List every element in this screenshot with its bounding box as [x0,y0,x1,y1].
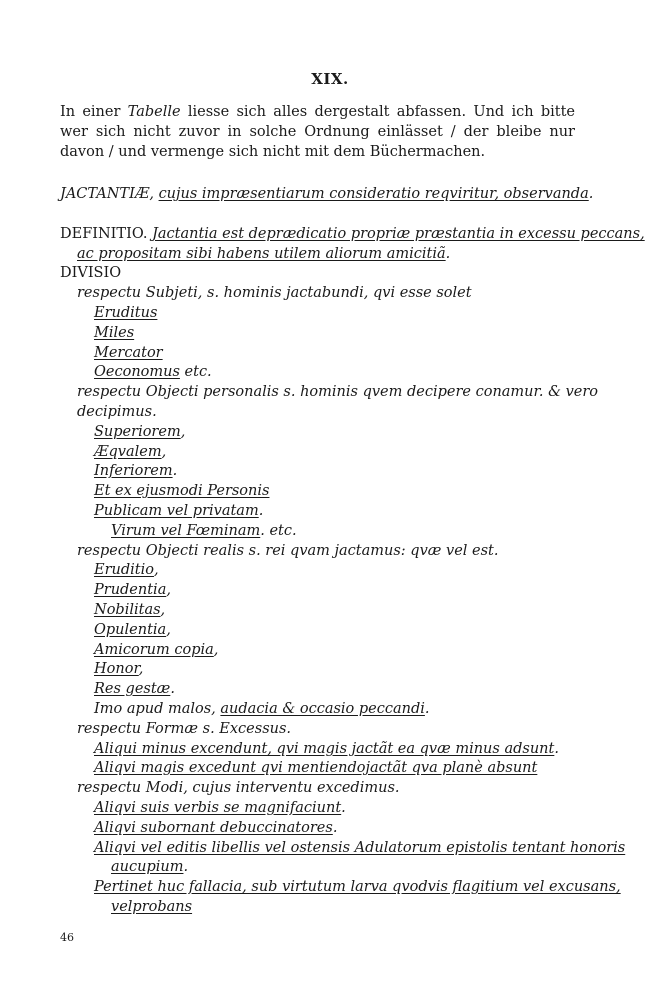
outline-line [94,501,263,521]
underlined-term: Aliqui minus excendunt, qvi magis jactãt ea qvæ minus adsunt [94,741,555,757]
intro-italic-word: Tabelle [127,104,181,120]
outline-line [60,224,645,244]
underlined-term: Et ex ejusmodi Personis [94,483,270,499]
underlined-term: Prudentia [94,582,167,598]
line-text: . [172,463,178,479]
outline-line [111,857,188,877]
underlined-term: Aliqvi subornant debuccinatores [94,820,333,836]
outline-line [94,461,177,481]
outline-line [94,798,346,818]
outline-line [94,739,559,759]
underlined-term: Superiorem [94,424,181,440]
outline-line [111,897,192,917]
line-text: . [554,741,559,757]
outline-line [77,283,472,303]
outline-line [77,382,598,402]
outline-line [94,343,163,363]
outline-line [77,719,291,739]
line-text: , [180,424,186,440]
outline-line [94,679,175,699]
line-text: . [445,246,451,262]
intro-paragraph [60,102,575,162]
underlined-term: Oeconomus [94,364,180,380]
underlined-term: Virum vel Fœminam [111,523,261,539]
line-text: respectu Subjeti, s. hominis jactabundi, qvi esse solet [77,285,472,301]
intro-text-after: liesse sich alles dergestalt abfassen. Und ich bitte wer sich nicht zuvor in solche Ordnung einlässet / der bleibe nur davon / und vermenge sich nicht mit dem Büchermachen. [60,104,575,160]
outline-line [77,541,498,561]
line-text: , [160,602,166,618]
outline-line [94,422,185,442]
underlined-term: Mercator [94,345,163,361]
underlined-term: Inferiorem [94,463,173,479]
outline-line [94,818,337,838]
underlined-term: Opulentia [94,622,167,638]
line-text: respectu Objecti realis s. rei qvam jactamus: qvæ vel est. [77,543,499,559]
underlined-term: Æqvalem [94,444,162,460]
line-text: Imo apud malos, [94,701,221,717]
outline-line [77,778,400,798]
outline-line [60,184,593,204]
outline-line [60,263,121,283]
underlined-term: Publicam vel privatam [94,503,259,519]
underlined-term: Honor [94,661,139,677]
line-text: , [166,622,171,638]
intro-text-before: In einer [60,104,128,120]
underlined-term: velprobans [111,899,193,915]
line-text: respectu Modi, cujus interventu excedimus. [77,780,400,796]
outline-line [94,877,621,897]
underlined-term: Pertinet huc fallacia, sub virtutum larva qvodvis flagitium vel excusans, [94,879,621,895]
underlined-term: Nobilitas [94,602,161,618]
line-text: . [424,701,430,717]
line-text: DIVISIO [60,265,122,281]
outline-line [77,402,157,422]
underlined-term: Miles [94,325,135,341]
outline-line [94,303,157,323]
underlined-term: ac propositam sibi habens utilem aliorum amicitiã [77,246,446,262]
line-text: . [183,859,189,875]
outline-line [94,560,159,580]
outline-line [111,521,297,541]
outline-line [94,442,166,462]
underlined-term: Aliqvi suis verbis se magnifaciunt [94,800,342,816]
line-text: , [138,661,144,677]
outline-line [94,758,537,778]
outline-line [94,481,269,501]
line-text: . [341,800,346,816]
underlined-term: Jactantia est deprædicatio propriæ præstantia in excessu peccans, [152,226,645,242]
line-text: JACTANTIÆ, [60,186,159,202]
line-text: . [588,186,594,202]
line-text: , [213,642,219,658]
underlined-term: Res gestæ [94,681,171,697]
underlined-term: Amicorum copia [94,642,214,658]
outline-line [94,838,625,858]
outline-line [94,600,165,620]
outline-line [94,640,218,660]
line-text: , [153,562,159,578]
line-text: . [332,820,338,836]
chapter-heading: XIX. [311,70,349,88]
outline-line [94,323,134,343]
outline-line [94,659,143,679]
underlined-term: Aliqvi magis excedunt qvi mentiendojactãt qva planè absunt [94,760,538,776]
outline-line [77,244,450,264]
outline-line [94,580,171,600]
line-text: DEFINITIO. [60,226,153,242]
line-text: . [258,503,264,519]
outline-line [94,699,430,719]
line-text: decipimus. [77,404,157,420]
line-text: , [166,582,171,598]
outline-line [94,362,212,382]
underlined-term: Eruditio [94,562,154,578]
outline-line [94,620,171,640]
underlined-term: Aliqvi vel editis libellis vel ostensis Adulatorum epistolis tentant honoris [94,840,626,856]
line-text: etc. [179,364,212,380]
page-number: 46 [60,931,74,944]
line-text: , [161,444,167,460]
underlined-term: Eruditus [94,305,158,321]
underlined-term: cujus impræsentiarum consideratio reqviritur, observanda [158,186,589,202]
line-text: respectu Formæ s. Excessus. [77,721,292,737]
line-text: . etc. [260,523,297,539]
line-text: . [170,681,175,697]
underlined-term: audacia & occasio peccandi [220,701,425,717]
underlined-term: aucupium [111,859,184,875]
line-text: respectu Objecti personalis s. hominis qvem decipere conamur. & vero [77,384,599,400]
